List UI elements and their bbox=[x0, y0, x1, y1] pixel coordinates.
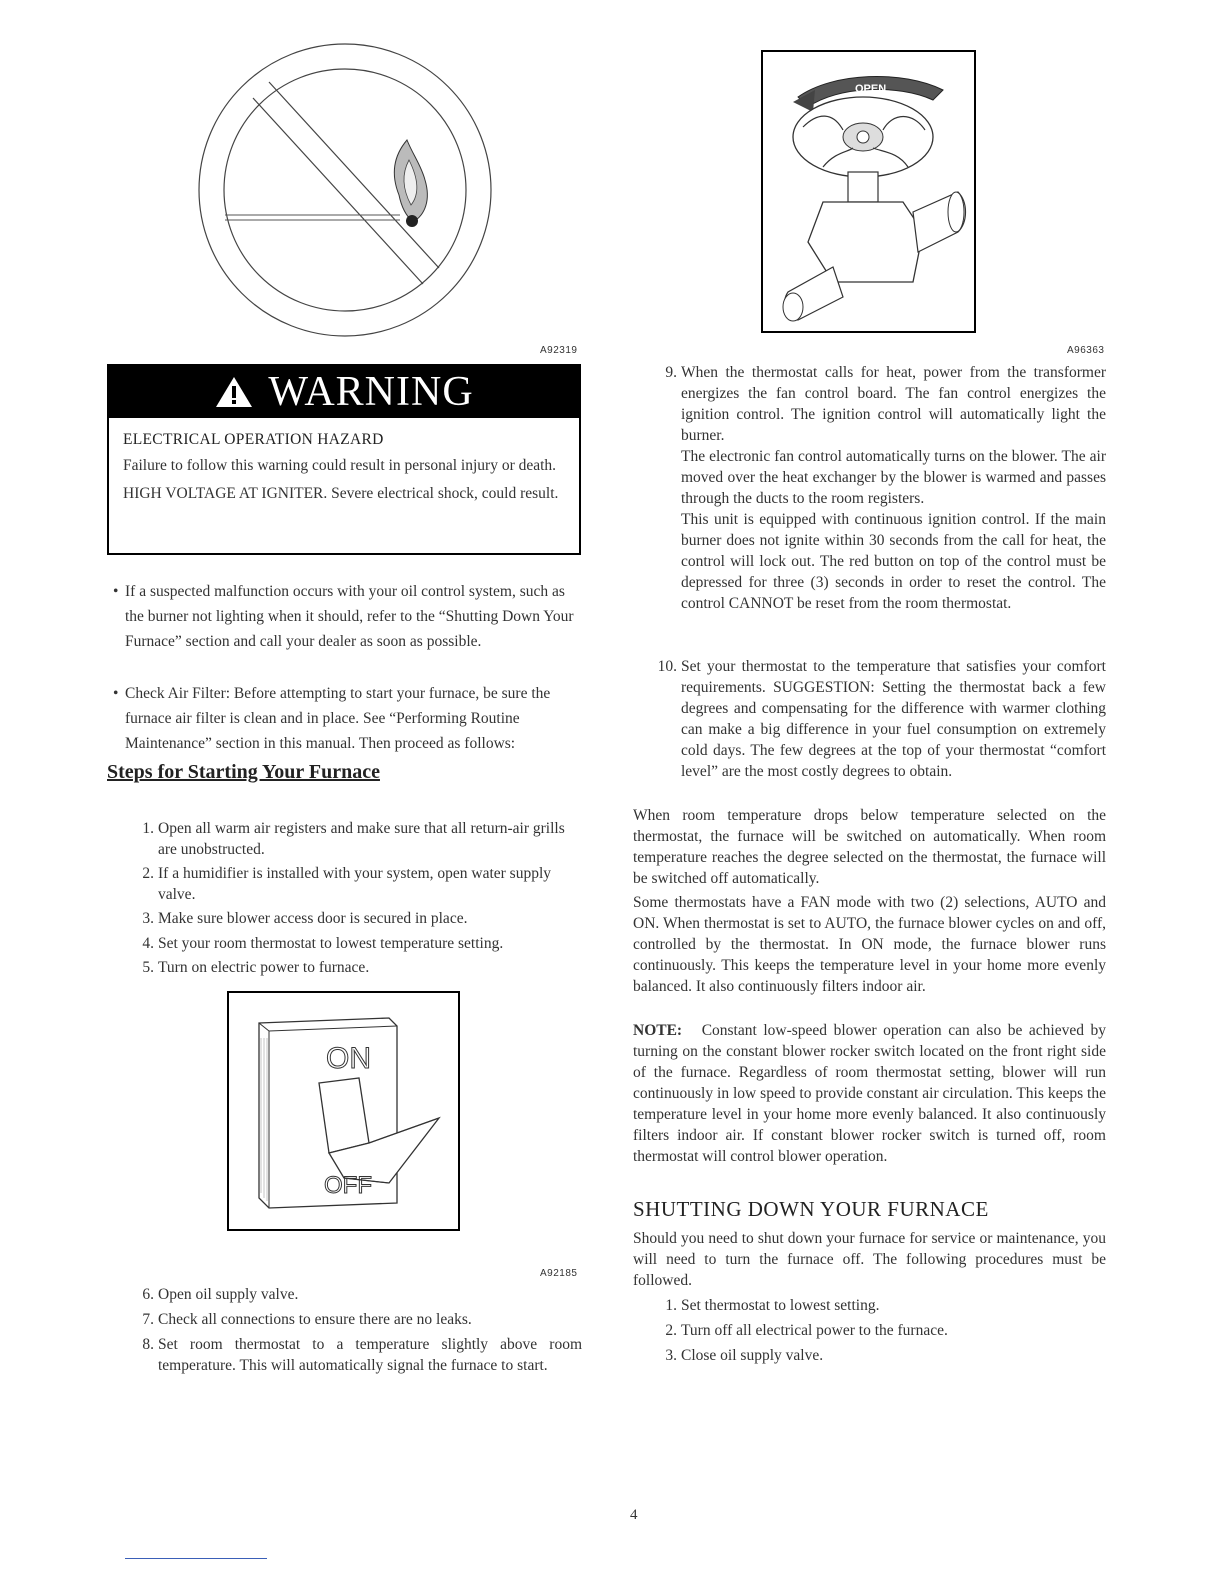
warning-header bbox=[109, 366, 579, 418]
bullet-icon: • bbox=[113, 685, 119, 702]
list-item: 9. When the thermostat calls for heat, power from the transformer energizes the fan control board. The fan control energizes the ignition control. The ignition control will automatically light the burner. The electronic fan control automatically turns on the blower. The air moved over the heat exchanger by the blower is warmed and passes through the ducts to the room registers. This unit is equipped with continuous ignition control. If the main burner does not ignite within 30 seconds from the call for heat, the control will lock out. The red button on top of the control must be depressed for three (3) seconds in order to reset the control. The control CANNOT be reset from the room thermostat. bbox=[665, 364, 1106, 612]
list-item: 3. Make sure blower access door is secured in place. bbox=[142, 910, 468, 927]
warning-paragraph: HIGH VOLTAGE AT IGNITER. Severe electrical shock, could result. bbox=[123, 485, 559, 502]
section-heading: Steps for Starting Your Furnace bbox=[107, 761, 380, 783]
list-item: 6. Open oil supply valve. bbox=[142, 1286, 299, 1303]
figure-label-a92319: A92319 bbox=[540, 345, 578, 356]
warning-heading: ELECTRICAL OPERATION HAZARD bbox=[123, 431, 384, 448]
list-item: 10. Set your thermostat to the temperature that satisfies your comfort requirements. SUGGESTION: Setting the thermostat back a few degrees and compensating for the difference with warmer clothing can make a big difference in your fuel consumption on extremely cold days. The few degrees at the top of your thermostat “comfort level” are the most costly degrees to obtain. bbox=[657, 658, 1106, 780]
warning-box bbox=[107, 364, 581, 555]
figure-label-a96363: A96363 bbox=[1067, 345, 1105, 356]
page-number: 4 bbox=[630, 1507, 638, 1523]
list-item: 3. Close oil supply valve. bbox=[665, 1347, 824, 1364]
list-item: 4. Set your room thermostat to lowest temperature setting. bbox=[142, 935, 504, 952]
no-flame-icon bbox=[195, 40, 495, 340]
list-item: 1. Open all warm air registers and make sure that all return-air grills are unobstructed. bbox=[142, 820, 565, 858]
warning-title: WARNING bbox=[268, 369, 474, 415]
bullet-icon: • bbox=[113, 583, 119, 600]
list-item: 5. Turn on electric power to furnace. bbox=[142, 959, 370, 976]
paragraph: When room temperature drops below temperature selected on the thermostat, the furnace will be switched on automatically. When room temperature reaches the degree selected on the thermostat, the furnace will be switched off automatically. bbox=[633, 807, 1106, 887]
valve-open-label: OPEN bbox=[855, 83, 887, 95]
list-item: 1. Set thermostat to lowest setting. bbox=[665, 1297, 880, 1314]
paragraph: Some thermostats have a FAN mode with two (2) selections, AUTO and ON. When thermostat is set to AUTO, the furnace blower cycles on and off, controlled by the thermostat. In ON mode, the furnace blower runs continuously. This keeps the temperature level in your home more evenly balanced. It also continuously filters indoor air. bbox=[633, 894, 1106, 995]
warning-paragraph: Failure to follow this warning could result in personal injury or death. bbox=[123, 457, 557, 474]
paragraph: When the thermostat calls for heat, power from the transformer energizes the fan control board. The fan control energizes the ignition control. The ignition control will automatically light the burner. bbox=[681, 364, 1106, 444]
power-switch-figure bbox=[227, 991, 460, 1231]
list-item: • If a suspected malfunction occurs with your oil control system, such as the burner not lighting when it should, refer to the “Shutting Down Your Furnace” section and call your dealer as soon as possible. bbox=[125, 579, 580, 654]
no-flame-figure bbox=[195, 40, 495, 340]
figure-label-a92185: A92185 bbox=[540, 1268, 578, 1279]
note-paragraph: NOTE: Constant low-speed blower operation can also be achieved by turning on the constant blower rocker switch located on the front right side of the furnace. Regardless of room thermostat setting, blower will run continuously in low speed to provide constant air circulation. This keeps the temperature level in your home more evenly balanced. It also continuously filters indoor air. If constant blower rocker switch is turned off, room thermostat will control blower operation. bbox=[633, 1022, 1106, 1165]
footer-divider bbox=[125, 1558, 267, 1559]
paragraph: This unit is equipped with continuous ignition control. If the main burner does not ignite within 30 seconds from the call for heat, the control will lock out. The red button on top of the control must be depressed for three (3) seconds in order to reset the control. The control CANNOT be reset from the room thermostat. bbox=[681, 511, 1106, 612]
power-switch-icon bbox=[229, 993, 458, 1229]
paragraph: The electronic fan control automatically turns on the blower. The air moved over the heat exchanger by the blower is warmed and passes through the ducts to the room registers. bbox=[681, 448, 1106, 507]
list-item: 2. If a humidifier is installed with your system, open water supply valve. bbox=[142, 865, 552, 903]
list-item: 7. Check all connections to ensure there are no leaks. bbox=[142, 1311, 472, 1328]
paragraph: Should you need to shut down your furnace for service or maintenance, you will need to turn the furnace off. The following procedures must be followed. bbox=[633, 1230, 1106, 1289]
list-item: 8. Set room thermostat to a temperature slightly above room temperature. This will automatically signal the furnace to start. bbox=[142, 1336, 582, 1374]
section-heading: SHUTTING DOWN YOUR FURNACE bbox=[633, 1197, 989, 1221]
switch-off-label: OFF bbox=[324, 1172, 372, 1199]
note-label: NOTE: bbox=[633, 1022, 683, 1039]
valve-icon bbox=[763, 52, 974, 331]
list-item: 2. Turn off all electrical power to the furnace. bbox=[665, 1322, 948, 1339]
switch-on-label: ON bbox=[326, 1042, 371, 1075]
list-item: • Check Air Filter: Before attempting to start your furnace, be sure the furnace air filter is clean and in place. See “Performing Routine Maintenance” section in this manual. Then proceed as follows: bbox=[125, 681, 580, 756]
valve-figure bbox=[761, 50, 976, 333]
warning-triangle-icon bbox=[214, 375, 254, 409]
